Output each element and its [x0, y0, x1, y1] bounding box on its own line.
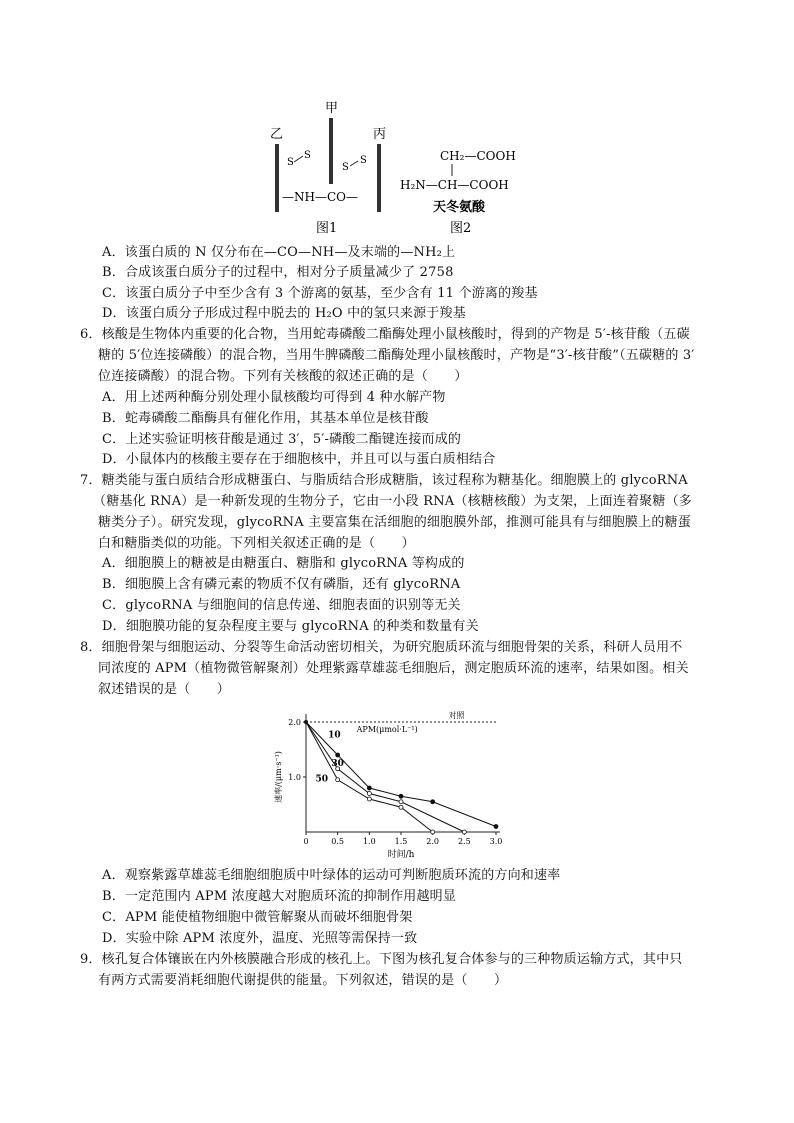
q8-stem-3: 叙述错误的是（ ）: [98, 682, 231, 697]
series-point-10: [367, 786, 371, 790]
series-point-50: [367, 797, 371, 801]
series-point-30: [399, 800, 403, 804]
aspartate-row2: H₂N—CH—COOH: [400, 178, 509, 192]
q6-option-b: B．蛇毒磷酸二酯酶具有催化作用，其基本单位是核苷酸: [102, 411, 429, 426]
q8-option-d: D．实验中除 APM 浓度外，温度、光照等需保持一致: [102, 931, 418, 946]
q8-option-b: B．一定范围内 APM 浓度越大对胞质环流的抑制作用越明显: [102, 889, 457, 904]
q7-stem-3: 糖类分子）。研究发现，glycoRNA 主要富集在活细胞的细胞膜外部，推测可能具有与细胞膜上的糖蛋: [98, 515, 691, 530]
q9-stem-1: 9．核孔复合体镶嵌在内外核膜融合形成的核孔上。下图为核孔复合体参与的三种物质运输方式，其中只: [80, 952, 683, 967]
q6-stem-3: 位连接磷酸）的混合物。下列有关核酸的叙述正确的是（ ）: [98, 369, 468, 384]
figure-1-protein-diagram: [250, 92, 550, 242]
x-tick-label: 0: [303, 837, 309, 846]
q5-option-c: C．该蛋白质分子中至少含有 3 个游离的氨基，至少含有 11 个游离的羧基: [102, 286, 538, 301]
series-point-30: [367, 792, 371, 796]
label-yi: 乙: [270, 127, 284, 142]
q7-option-a: A．细胞膜上的糖被是由糖蛋白、糖脂和 glycoRNA 等构成的: [102, 556, 465, 571]
q6-option-c: C．上述实验证明核苷酸是通过 3′，5′-磷酸二酯键连接而成的: [102, 432, 462, 447]
q5-option-d: D．该蛋白质分子形成过程中脱去的 H₂O 中的氢只来源于羧基: [102, 306, 466, 321]
series-point-30: [462, 830, 466, 834]
q7-stem-2: （糖基化 RNA）是一种新发现的生物分子，它由一小段 RNA（核糖核酸）为支架，上面连着聚糖（多: [93, 494, 692, 509]
label-bing: 丙: [373, 127, 387, 142]
aspartate-row1: CH₂—COOH: [440, 149, 516, 163]
q8-stem-2: 同浓度的 APM（植物微管解聚剂）处理紫露草雄蕊毛细胞后，测定胞质环流的速率，结果如图。相关: [98, 661, 689, 676]
series-point-50: [336, 778, 340, 782]
x-tick-label: 0.5: [331, 837, 345, 846]
label-jia: 甲: [325, 101, 339, 116]
x-axis-label: 时间/h: [387, 850, 415, 860]
series-point-10: [399, 794, 403, 798]
start-point: [304, 720, 308, 724]
aspartate-name: 天冬氨酸: [433, 200, 486, 215]
x-tick-label: 2.5: [457, 837, 471, 846]
series-point-50: [399, 805, 403, 809]
chain-bing: [377, 144, 381, 212]
q5-option-b: B．合成该蛋白质分子的过程中，相对分子质量减少了 2758: [102, 265, 454, 280]
q6-stem-1: 6．核酸是生物体内重要的化合物，当用蛇毒磷酸二酯酶处理小鼠核酸时，得到的产物是 5′-核苷酸（五碳: [80, 327, 690, 342]
series-label-10: 10: [328, 730, 341, 741]
control-label: 对照: [448, 711, 465, 720]
series-point-50: [431, 830, 435, 834]
q7-stem-1: 7．糖类能与蛋白质结合形成糖蛋白、与脂质结合形成糖脂，该过程称为糖基化。细胞膜上的 glycoRNA: [80, 473, 688, 488]
chain-yi: [275, 144, 279, 212]
series-point-10: [494, 825, 498, 829]
q8-option-a: A．观察紫露草雄蕊毛细胞细胞质中叶绿体的运动可判断胞质环流的方向和速率: [102, 868, 561, 883]
series-label-50: 50: [315, 774, 329, 785]
disulfide-s4: S: [360, 155, 367, 166]
peptide-bond: —NH—CO—: [282, 190, 358, 204]
disulfide-s2: S: [304, 150, 311, 161]
disulfide-s3: S: [342, 162, 349, 173]
chain-jia: [329, 118, 333, 184]
y-axis-label: 速率/(μm·s⁻¹): [274, 751, 283, 803]
q6-option-d: D．小鼠体内的核酸主要存在于细胞核中，并且可以与蛋白质相结合: [102, 452, 496, 467]
disulfide-s1: S: [287, 157, 294, 168]
figure-1-caption: 图1: [316, 221, 338, 236]
x-tick-label: 2.0: [426, 837, 440, 846]
y-tick-label: 2.0: [288, 718, 301, 727]
legend-title: APM(μmol·L⁻¹): [356, 724, 418, 734]
x-tick-label: 1.0: [362, 837, 376, 846]
q7-option-d: D．细胞膜功能的复杂程度主要与 glycoRNA 的种类和数量有关: [102, 619, 479, 634]
q6-stem-2: 糖的 5′位连接磷酸）的混合物，当用牛脾磷酸二酯酶处理小鼠核酸时，产物是“3′-核苷酸”（五碳糖的 3′: [98, 348, 695, 363]
q8-stem-1: 8．细胞骨架与细胞运动、分裂等生命活动密切相关，为研究胞质环流与细胞骨架的关系，科研人员用不: [80, 640, 683, 655]
q7-stem-4: 白和糖脂类似的功能。下列相关叙述正确的是（ ）: [98, 536, 415, 551]
series-point-10: [431, 800, 435, 804]
q5-option-a: A．该蛋白质的 N 仅分布在—CO—NH—及末端的—NH₂上: [102, 245, 456, 260]
x-tick-label: 1.5: [394, 837, 408, 846]
q9-stem-2: 有两方式需要消耗细胞代谢提供的能量。下列叙述，错误的是（ ）: [98, 973, 508, 988]
q6-option-a: A．用上述两种酶分别处理小鼠核酸均可得到 4 种水解产物: [102, 390, 446, 405]
apm-velocity-chart: [272, 702, 512, 862]
series-label-30: 30: [331, 759, 344, 769]
y-tick-label: 1.0: [288, 773, 301, 782]
q8-option-c: C．APM 能使植物细胞中微管解聚从而破坏细胞骨架: [102, 910, 413, 925]
q7-option-c: C．glycoRNA 与细胞间的信息传递、细胞表面的识别等无关: [102, 598, 461, 613]
q7-option-b: B．细胞膜上含有磷元素的物质不仅有磷脂，还有 glycoRNA: [102, 577, 461, 592]
series-point-10: [336, 753, 340, 757]
figure-2-caption: 图2: [450, 221, 472, 236]
x-tick-label: 3.0: [489, 837, 503, 846]
